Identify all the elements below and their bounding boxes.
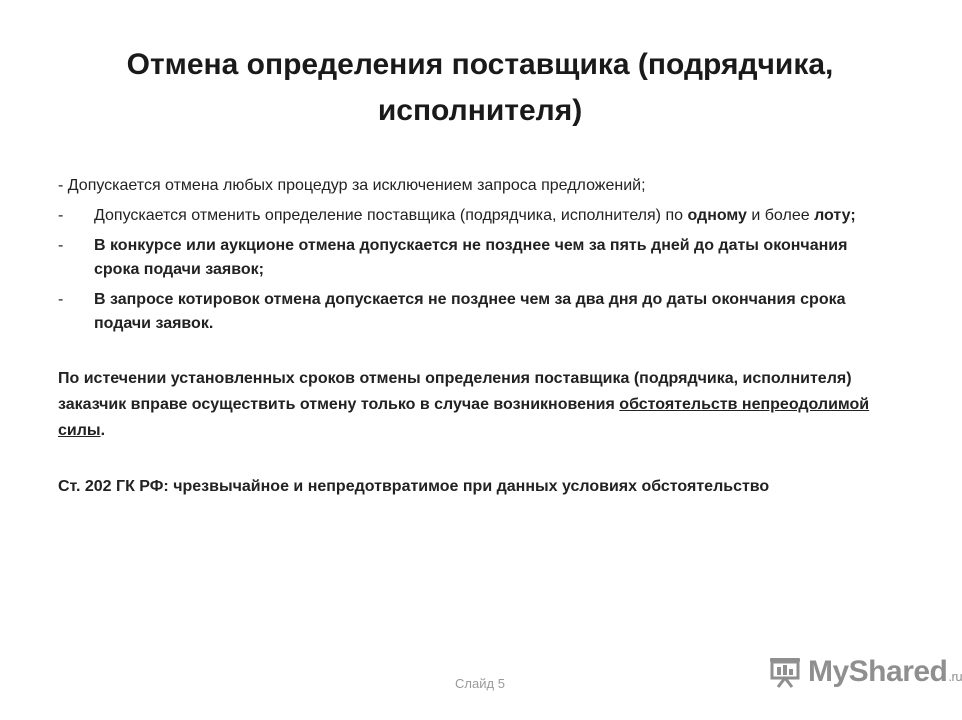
bullet-item — [58, 234, 878, 282]
paragraph-text: По истечении установленных сроков отмены определения поставщика (подрядчика, исполнителя) заказчик вправе осуществить отмену только в случае возникновения — [58, 370, 852, 413]
watermark-brand-name: MyShared — [808, 655, 948, 688]
bullet-bold-text: одному — [687, 207, 747, 224]
bullet-item — [58, 288, 878, 336]
force-majeure-underlined: обстоятельств непреодолимой силы — [58, 396, 870, 439]
watermark-brand — [808, 655, 962, 689]
bullet-dash: - — [58, 291, 64, 308]
myshared-watermark — [768, 654, 962, 690]
bullet-bold-text: В запросе котировок отмена допускается не позднее чем за два дня до даты окончания срока подачи заявок. — [94, 291, 846, 332]
article-202-line: Ст. 202 ГК РФ: чрезвычайное и непредотвратимое при данных условиях обстоятельство — [58, 478, 770, 495]
watermark-suffix: .ru — [948, 669, 962, 684]
bullet-dash: - — [58, 207, 64, 224]
paragraph-end: . — [100, 422, 106, 439]
bullet-list — [58, 204, 878, 336]
slide-title: Отмена определения поставщика (подрядчика, исполнителя) — [126, 48, 834, 127]
bullet-item — [58, 204, 878, 228]
bullet-text: Допускается отменить определение поставщика (подрядчика, исполнителя) по — [94, 207, 688, 224]
presentation-screen-icon — [768, 656, 802, 688]
bullet-dash: - — [58, 237, 64, 254]
force-majeure-paragraph — [58, 366, 878, 444]
bullet-text: и более — [746, 207, 815, 224]
bullet-bold-text: В конкурсе или аукционе отмена допускается не позднее чем за пять дней до даты окончания срока подачи заявок; — [94, 237, 848, 278]
slide-body — [58, 174, 878, 500]
bullet-bold-text: лоту; — [814, 207, 856, 224]
intro-line: - Допускается отмена любых процедур за исключением запроса предложений; — [58, 177, 646, 194]
slide-number: Слайд 5 — [455, 676, 505, 691]
